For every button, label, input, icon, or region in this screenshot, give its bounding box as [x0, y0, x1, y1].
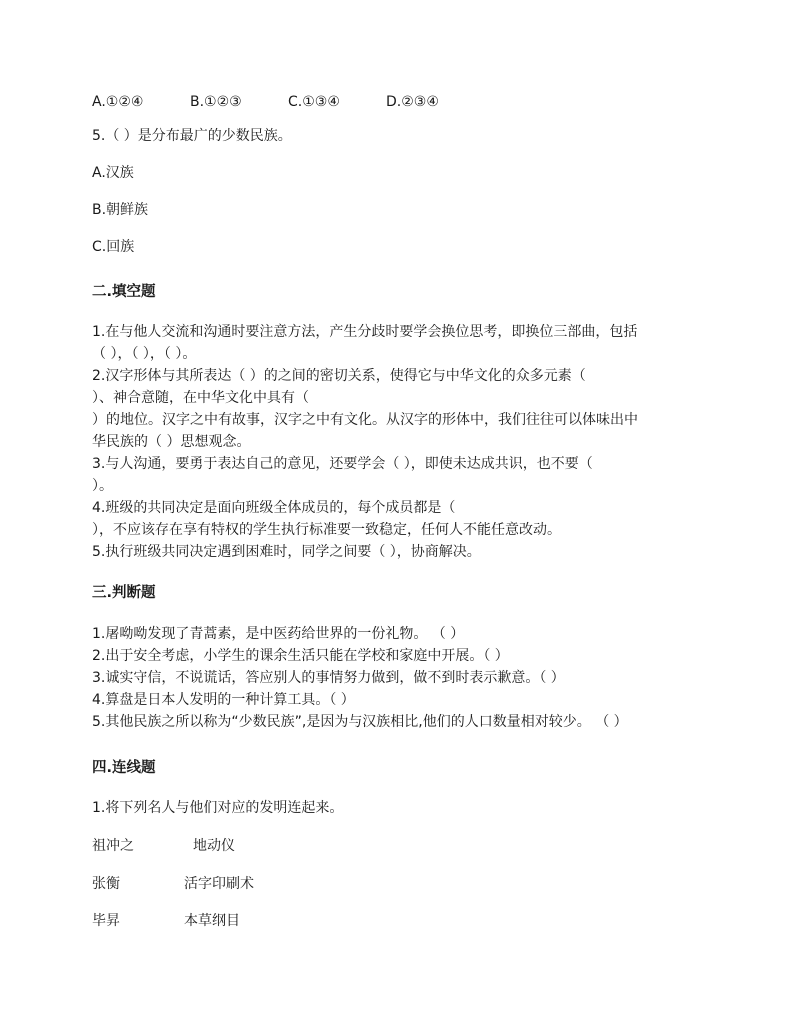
section-title-matching: 四.连线题 — [92, 760, 156, 776]
matching-person: 张衡 — [92, 876, 120, 892]
q5-option-b: B.朝鲜族 — [92, 202, 149, 218]
section-title-fill-blank: 二.填空题 — [92, 284, 156, 300]
matching-person: 祖冲之 — [92, 838, 134, 854]
matching-person: 毕昇 — [92, 913, 120, 929]
fill-line: ）的地位。汉字之中有故事，汉字之中有文化。从汉字的形体中，我们往往可以体味出中 — [92, 412, 638, 428]
fill-line: 华民族的（ ）思想观念。 — [92, 434, 251, 450]
fill-line: 1.在与他人交流和沟通时要注意方法，产生分歧时要学会换位思考，即换位三部曲，包括 — [92, 324, 638, 340]
fill-line: 4.班级的共同决定是面向班级全体成员的，每个成员都是（ — [92, 500, 456, 516]
q4-option-a: A.①②④ — [92, 94, 144, 110]
fill-line: ）、神合意随，在中华文化中具有（ — [92, 390, 309, 406]
matching-pair — [92, 911, 240, 931]
matching-stem: 1.将下列名人与他们对应的发明连起来。 — [92, 800, 344, 816]
judge-line: 4.算盘是日本人发明的一种计算工具。（ ） — [92, 692, 355, 708]
judge-line: 5.其他民族之所以称为“少数民族”,是因为与汉族相比,他们的人口数量相对较少。 （ ） — [92, 714, 628, 730]
fill-line: 3.与人沟通，要勇于表达自己的意见，还要学会（ ），即使未达成共识，也不要（ — [92, 456, 593, 472]
q5-stem: 5.（ ）是分布最广的少数民族。 — [92, 128, 292, 144]
matching-invention: 活字印刷术 — [184, 876, 254, 892]
q4-option-c: C.①③④ — [288, 94, 340, 110]
q4-option-b: B.①②③ — [190, 94, 242, 110]
fill-line: ），不应该存在享有特权的学生执行标准要一致稳定，任何人不能任意改动。 — [92, 522, 561, 538]
q4-options — [92, 92, 439, 112]
judge-line: 3.诚实守信，不说谎话，答应别人的事情努力做到，做不到时表示歉意。（ ） — [92, 670, 565, 686]
q5-option-a: A.汉族 — [92, 165, 134, 181]
matching-pair — [92, 874, 254, 894]
fill-line: 5.执行班级共同决定遇到困难时，同学之间要（ ），协商解决。 — [92, 544, 481, 560]
matching-pair — [92, 836, 235, 856]
q4-option-d: D.②③④ — [386, 94, 439, 110]
fill-line: （ ），（ ），（ ）。 — [92, 346, 197, 362]
fill-line: ）。 — [92, 478, 113, 494]
matching-invention: 本草纲目 — [184, 913, 240, 929]
section-title-true-false: 三.判断题 — [92, 585, 156, 601]
q5-option-c: C.回族 — [92, 239, 135, 255]
fill-line: 2.汉字形体与其所表达（ ）的之间的密切关系，使得它与中华文化的众多元素（ — [92, 368, 586, 384]
matching-invention: 地动仪 — [193, 838, 235, 854]
judge-line: 1.屠呦呦发现了青蒿素，是中医药给世界的一份礼物。 （ ） — [92, 626, 465, 642]
judge-line: 2.出于安全考虑，小学生的课余生活只能在学校和家庭中开展。（ ） — [92, 648, 509, 664]
